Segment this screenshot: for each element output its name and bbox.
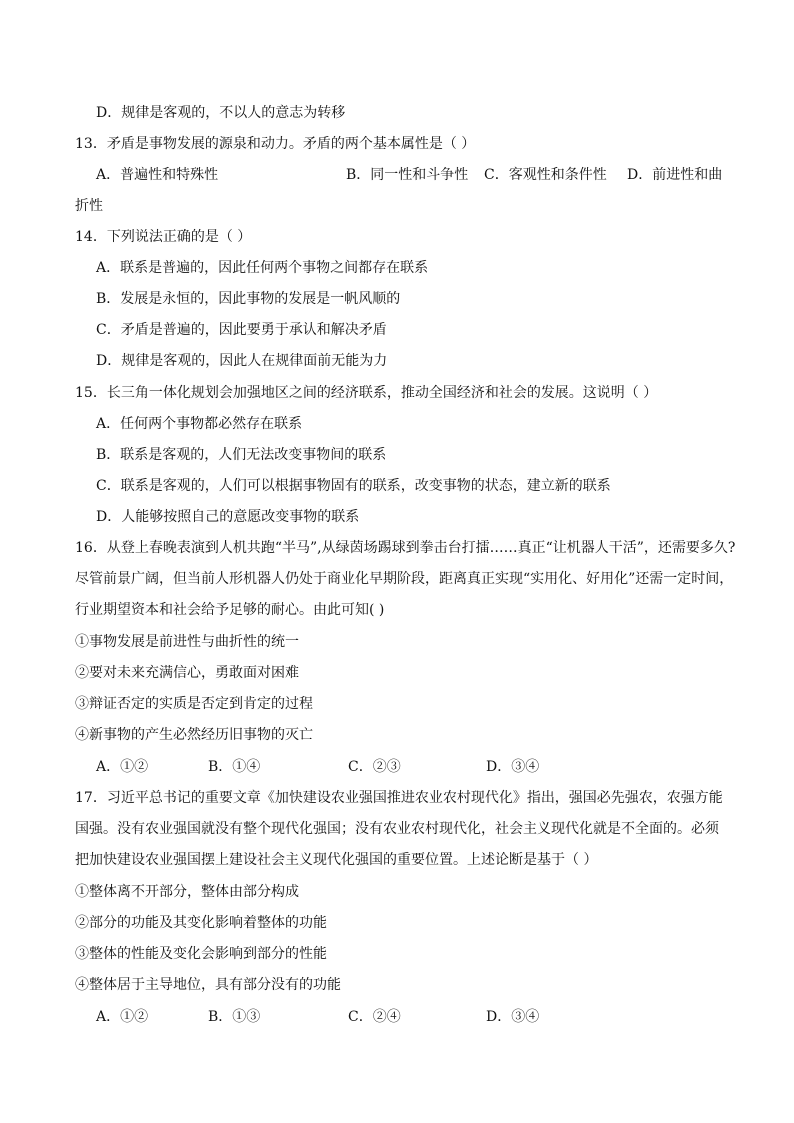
q17-stem-line-2: 国强。没有农业强国就没有整个现代化强国；没有农业农村现代化，社会主义现代化就是不全面的。必须 — [75, 821, 719, 837]
q13-option-b: B．同一性和斗争性 — [346, 167, 469, 183]
q15-option-c: C．联系是客观的，人们可以根据事物固有的联系，改变事物的状态，建立新的联系 — [96, 478, 611, 494]
q17-stem-line-1: 17．习近平总书记的重要文章《加快建设农业强国推进农业农村现代化》指出，强国必先强农，农强方能 — [75, 790, 723, 806]
q14-option-b: B．发展是永恒的，因此事物的发展是一帆风顺的 — [96, 291, 401, 307]
q17-option-a: A．①② — [96, 1009, 149, 1025]
q17-statement-2: ②部分的功能及其变化影响着整体的功能 — [75, 915, 327, 931]
q14-option-c: C．矛盾是普遍的，因此要勇于承认和解决矛盾 — [96, 322, 387, 338]
q14-stem: 14．下列说法正确的是（ ） — [75, 229, 252, 245]
q13-option-a: A．普遍性和特殊性 — [96, 167, 219, 183]
q16-statement-1: ①事物发展是前进性与曲折性的统一 — [75, 634, 299, 650]
q13-option-c: C．客观性和条件性 — [484, 167, 607, 183]
q16-statement-3: ③辩证否定的实质是否定到肯定的过程 — [75, 696, 313, 712]
q13-option-d: D．前进性和曲 — [627, 167, 723, 183]
q17-statement-1: ①整体离不开部分，整体由部分构成 — [75, 884, 299, 900]
q15-option-a: A．任何两个事物都必然存在联系 — [96, 416, 303, 432]
q13-stem: 13．矛盾是事物发展的源泉和动力。矛盾的两个基本属性是（ ） — [75, 136, 476, 152]
q13-options — [96, 165, 736, 185]
q15-option-d: D．人能够按照自己的意愿改变事物的联系 — [96, 509, 360, 525]
q17-options — [96, 1007, 596, 1027]
q16-option-c: C．②③ — [348, 759, 401, 775]
q15-option-b: B．联系是客观的，人们无法改变事物间的联系 — [96, 447, 387, 463]
q16-option-d: D．③④ — [486, 759, 540, 775]
q16-options — [96, 757, 596, 777]
q17-statement-4: ④整体居于主导地位，具有部分没有的功能 — [75, 977, 341, 993]
q17-statement-3: ③整体的性能及变化会影响到部分的性能 — [75, 946, 327, 962]
q16-stem-line-1: 16．从登上春晚表演到人机共跑“半马”,从绿茵场踢球到拳击台打擂……真正“让机器人干活”，还需要多久? — [75, 540, 736, 556]
q16-option-a: A．①② — [96, 759, 149, 775]
q16-stem-line-3: 行业期望资本和社会给予足够的耐心。由此可知( ) — [75, 602, 385, 618]
q16-statement-2: ②要对未来充满信心，勇敢面对困难 — [75, 665, 299, 681]
q14-option-a: A．联系是普遍的，因此任何两个事物之间都存在联系 — [96, 260, 429, 276]
q12-option-d: D．规律是客观的，不以人的意志为转移 — [96, 105, 346, 121]
q17-option-d: D．③④ — [486, 1009, 540, 1025]
q17-option-c: C．②④ — [348, 1009, 401, 1025]
q16-stem-line-2: 尽管前景广阔，但当前人形机器人仍处于商业化早期阶段，距离真正实现“实用化、好用化”还需一定时间， — [75, 571, 734, 587]
q17-option-b: B．①③ — [208, 1009, 261, 1025]
q13-option-d-continued: 折性 — [75, 198, 103, 214]
q17-stem-line-3: 把加快建设农业强国摆上建设社会主义现代化强国的重要位置。上述论断是基于（ ） — [75, 852, 598, 868]
q16-option-b: B．①④ — [208, 759, 261, 775]
q15-stem: 15．长三角一体化规划会加强地区之间的经济联系，推动全国经济和社会的发展。这说明（ ） — [75, 385, 658, 401]
q16-statement-4: ④新事物的产生必然经历旧事物的灭亡 — [75, 727, 313, 743]
q14-option-d: D．规律是客观的，因此人在规律面前无能为力 — [96, 353, 388, 369]
